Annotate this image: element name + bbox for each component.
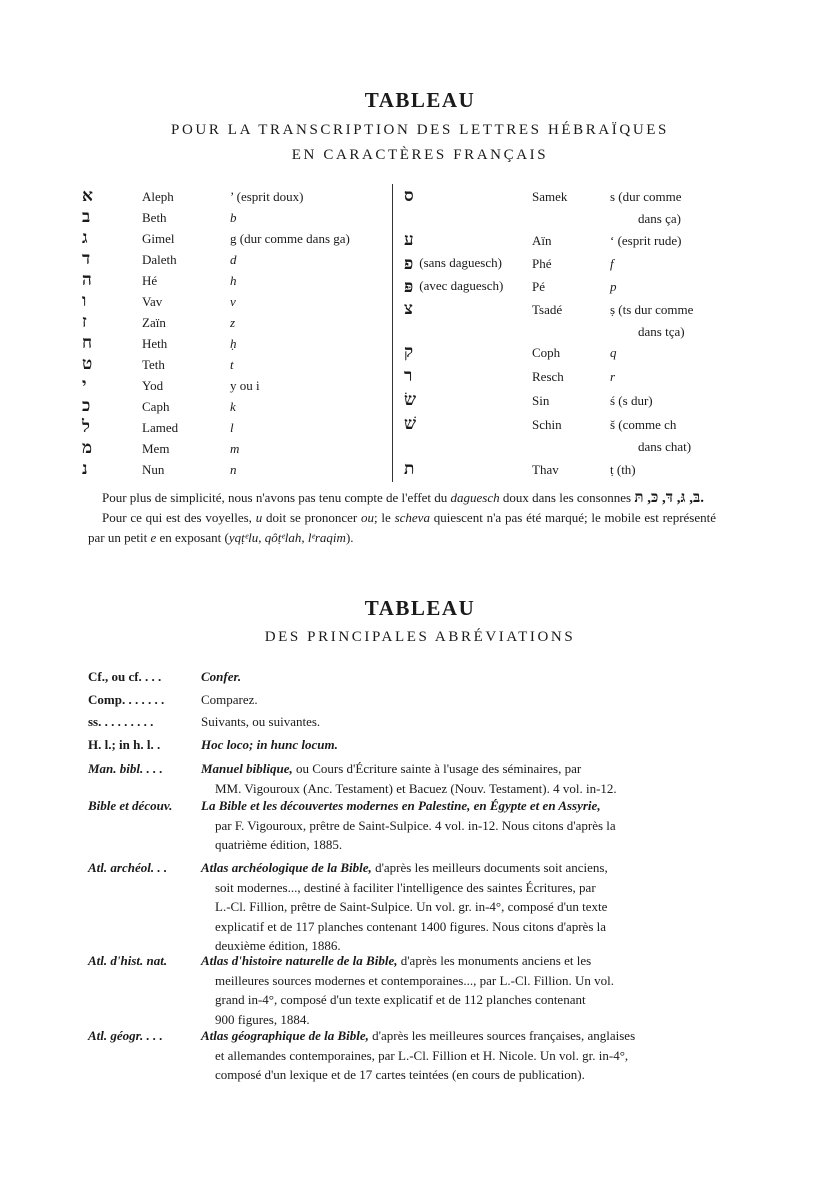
- text: Pour plus de simplicité, nous n'avons pas tenu compte de l'effet du: [102, 490, 451, 505]
- letter-transcription: ‘ (esprit rude): [610, 233, 682, 248]
- definition-text: d'après les monuments anciens et les: [397, 953, 592, 968]
- definition-line: [201, 951, 711, 971]
- letter-name: Pé: [532, 279, 545, 294]
- letter-name: Schin: [532, 417, 562, 432]
- hebrew-glyph: ג: [82, 228, 88, 247]
- letter-transcription: q: [610, 345, 617, 360]
- hebrew-glyph: ד: [82, 249, 91, 268]
- letter-name: Sin: [532, 393, 550, 408]
- abbreviation-definition: [201, 858, 711, 956]
- text: ).: [345, 530, 354, 545]
- definition-title: Atlas d'histoire naturelle de la Bible,: [201, 953, 398, 968]
- letter-transcription: r: [610, 369, 616, 384]
- text: quiescent n'a pas été marqué; le mobile est représenté par un petit: [88, 510, 717, 545]
- hebrew-glyph: כ: [82, 396, 91, 415]
- definition-line: [201, 735, 711, 755]
- letter-name: Vav: [142, 294, 163, 309]
- letter-transcription: p: [610, 279, 617, 294]
- letter-name: Daleth: [142, 252, 177, 267]
- section1-subtitle-line2: EN CARACTÈRES FRANÇAIS: [291, 147, 549, 163]
- text-italic: ou: [361, 510, 375, 525]
- letter-transcription: t: [230, 357, 234, 372]
- letter-name: Beth: [142, 210, 167, 225]
- hebrew-glyph: ת: [404, 459, 415, 478]
- hebrew-glyph: ק: [404, 342, 414, 361]
- hebrew-glyph: ע: [404, 230, 414, 249]
- letter-name: Tsadé: [532, 302, 563, 317]
- hebrew-glyph: י: [82, 375, 87, 394]
- text-italic: scheva: [394, 510, 430, 525]
- definition-title: Hoc loco; in hunc locum.: [201, 737, 338, 752]
- hebrew-letter: פ: [404, 254, 414, 273]
- letter-transcription: k: [230, 399, 236, 414]
- hebrew-glyph: שׁ: [404, 414, 417, 433]
- text-italic: yqṭᵉlu, qôṭᵉlah, lᵉraqim: [228, 530, 346, 545]
- letter-name: Thav: [532, 462, 559, 477]
- letter-transcription: ś (s dur): [610, 393, 653, 408]
- letter-transcription: v: [230, 294, 236, 309]
- letter-transcription: l: [230, 420, 234, 435]
- letter-transcription: m: [230, 441, 240, 456]
- definition-line: [201, 1026, 711, 1046]
- definition-continuation: et allemandes contemporaines, par L.-Cl. Fillion et H. Nicole. Un vol. gr. in-4°,: [215, 1047, 629, 1063]
- definition-continuation: L.-Cl. Fillion, prêtre de Saint-Sulpice. Un vol. gr. in-4°, composé d'un texte: [215, 899, 608, 914]
- hebrew-glyph: ט: [82, 354, 93, 373]
- text: en exposant (: [156, 530, 229, 545]
- abbreviation-definition: [201, 796, 711, 855]
- letter-name: Caph: [142, 399, 170, 414]
- abbreviation-definition: [201, 712, 711, 732]
- definition-continuation: grand in-4°, composé d'un texte explicatif et de 112 planches contenant: [215, 992, 586, 1007]
- hebrew-glyph: ר: [404, 366, 413, 385]
- letter-name: Yod: [142, 378, 164, 393]
- abbreviation-term: H. l.; in h. l. .: [88, 737, 161, 752]
- letter-transcription-cont: dans ça): [638, 211, 681, 226]
- letter-transcription: n: [230, 462, 237, 477]
- letter-transcription: z: [230, 315, 236, 330]
- letter-transcription: ’ (esprit doux): [230, 189, 304, 204]
- hebrew-glyph: ח: [82, 333, 93, 352]
- definition-title: Atlas géographique de la Bible,: [201, 1028, 369, 1043]
- hebrew-glyph: צ: [404, 299, 413, 318]
- text: ; le: [374, 510, 395, 525]
- table-divider: [392, 184, 393, 482]
- letter-name: Teth: [142, 357, 165, 372]
- definition-continuation: MM. Vigouroux (Anc. Testament) et Bacuez (Nouv. Testament). 4 vol. in-12.: [215, 780, 617, 796]
- definition-continuation: deuxième édition, 1886.: [215, 938, 341, 953]
- letter-transcription: b: [230, 210, 237, 225]
- letter-transcription-cont: dans tça): [638, 324, 685, 339]
- letter-name: Aïn: [532, 233, 552, 248]
- note-vowels: [88, 508, 716, 548]
- definition-continuation: meilleures sources modernes et contemporaines..., par L.-Cl. Fillion. Un vol.: [215, 972, 614, 988]
- section1-subtitle-line1: POUR LA TRANSCRIPTION DES LETTRES HÉBRAÏQUES: [171, 122, 669, 138]
- letter-name: Zaïn: [142, 315, 166, 330]
- daguesch-note: (sans daguesch): [419, 255, 502, 270]
- section2-title: TABLEAU: [364, 596, 476, 620]
- letter-transcription: ṭ (th): [610, 462, 636, 477]
- abbreviation-term: Cf., ou cf. . . .: [88, 669, 162, 684]
- abbreviation-definition: [201, 951, 711, 1029]
- letter-transcription-cont: dans chat): [638, 439, 692, 454]
- definition-line: [201, 858, 711, 878]
- letter-name: Coph: [532, 345, 561, 360]
- definition-title: Confer.: [201, 669, 242, 684]
- definition-line: [201, 796, 711, 816]
- abbreviation-term: Atl. d'hist. nat.: [88, 953, 168, 968]
- letter-transcription: š (comme ch: [610, 417, 677, 432]
- abbreviation-definition: [201, 667, 711, 687]
- text: doit se prononcer: [262, 510, 362, 525]
- hebrew-glyph: [404, 276, 503, 297]
- letter-name: Heth: [142, 336, 168, 351]
- abbreviation-term: Bible et découv.: [88, 798, 173, 813]
- daguesch-note: (avec daguesch): [419, 278, 504, 293]
- hebrew-letters-inline: בּ, גּ, דּ, כּ, תּ.: [634, 490, 704, 506]
- hebrew-glyph: מ: [82, 438, 93, 457]
- definition-title: La Bible et les découvertes modernes en Palestine, en Égypte et en Assyrie,: [201, 798, 601, 813]
- hebrew-glyph: ז: [82, 312, 87, 331]
- definition-text: d'après les meilleures sources françaises, anglaises: [368, 1028, 636, 1043]
- definition-title: Atlas archéologique de la Bible,: [201, 860, 372, 875]
- letter-name: Gimel: [142, 231, 175, 246]
- abbreviation-term: ss. . . . . . . . .: [88, 714, 154, 729]
- hebrew-glyph: א: [82, 186, 93, 205]
- abbreviation-term: Atl. archéol. . .: [88, 860, 168, 875]
- letter-name: Aleph: [142, 189, 174, 204]
- definition-continuation: par F. Vigouroux, prêtre de Saint-Sulpice. 4 vol. in-12. Nous citons d'après la: [215, 817, 616, 833]
- abbreviation-definition: [201, 759, 711, 798]
- text: Pour ce qui est des voyelles,: [102, 510, 256, 525]
- letter-name: Resch: [532, 369, 564, 384]
- definition-continuation: composé d'un lexique et de 17 cartes teintées (en cours de publication).: [215, 1067, 585, 1082]
- letter-transcription: g (dur comme dans ga): [230, 231, 350, 246]
- abbreviation-definition: [201, 690, 711, 710]
- definition-line: [201, 690, 711, 710]
- note-daguesch: [88, 488, 716, 508]
- text: doux dans les consonnes: [499, 490, 635, 505]
- letter-name: Phé: [532, 256, 552, 271]
- hebrew-glyph: נ: [82, 459, 88, 478]
- letter-transcription: ḥ: [230, 336, 237, 351]
- abbreviation-definition: [201, 735, 711, 755]
- letter-transcription: s (dur comme: [610, 189, 682, 204]
- letter-name: Nun: [142, 462, 165, 477]
- definition-continuation: explicatif et de 117 planches contenant 1400 figures. Nous citons d'après la: [215, 918, 607, 934]
- abbreviation-term: Comp. . . . . . .: [88, 692, 165, 707]
- definition-continuation: quatrième édition, 1885.: [215, 837, 343, 852]
- hebrew-glyph: ל: [82, 417, 90, 436]
- letter-name: Lamed: [142, 420, 179, 435]
- text-italic: u: [255, 510, 263, 525]
- hebrew-transcription-table: [82, 184, 712, 484]
- hebrew-letter: פּ: [404, 277, 414, 296]
- definition-text: Suivants, ou suivantes.: [201, 714, 321, 729]
- definition-text: d'après les meilleurs documents soit anciens,: [371, 860, 608, 875]
- letter-name: Mem: [142, 441, 170, 456]
- definition-text: Comparez.: [201, 692, 258, 707]
- hebrew-glyph: ו: [82, 291, 87, 310]
- text-italic: e: [150, 530, 157, 545]
- text-italic: daguesch: [450, 490, 500, 505]
- definition-continuation: soit modernes..., destiné à faciliter l'intelligence des saintes Écritures, par: [215, 879, 596, 895]
- letter-name: Hé: [142, 273, 158, 288]
- definition-line: [201, 759, 711, 779]
- letter-transcription: h: [230, 273, 237, 288]
- section2-subtitle: DES PRINCIPALES ABRÉVIATIONS: [264, 629, 576, 645]
- definition-line: [201, 667, 711, 687]
- abbreviation-definition: [201, 1026, 711, 1085]
- abbreviation-term: Atl. géogr. . . .: [88, 1028, 163, 1043]
- hebrew-glyph: ה: [82, 270, 92, 289]
- hebrew-glyph: [404, 253, 502, 274]
- transcription-notes: [88, 488, 716, 548]
- letter-transcription: y ou i: [230, 378, 260, 393]
- definition-title: Manuel biblique,: [201, 761, 293, 776]
- letter-name: Samek: [532, 189, 568, 204]
- abbreviation-term: Man. bibl. . . .: [88, 761, 163, 776]
- definition-line: [201, 712, 711, 732]
- hebrew-glyph: שׂ: [404, 390, 417, 409]
- section1-title: TABLEAU: [364, 88, 476, 112]
- letter-transcription: ṣ (ts dur comme: [610, 302, 694, 317]
- definition-continuation: 900 figures, 1884.: [215, 1011, 310, 1027]
- letter-transcription: f: [610, 256, 614, 271]
- letter-transcription: d: [230, 252, 237, 267]
- hebrew-glyph: ב: [82, 207, 91, 226]
- definition-text: ou Cours d'Écriture sainte à l'usage des séminaires, par: [292, 761, 582, 776]
- hebrew-glyph: ס: [404, 186, 414, 205]
